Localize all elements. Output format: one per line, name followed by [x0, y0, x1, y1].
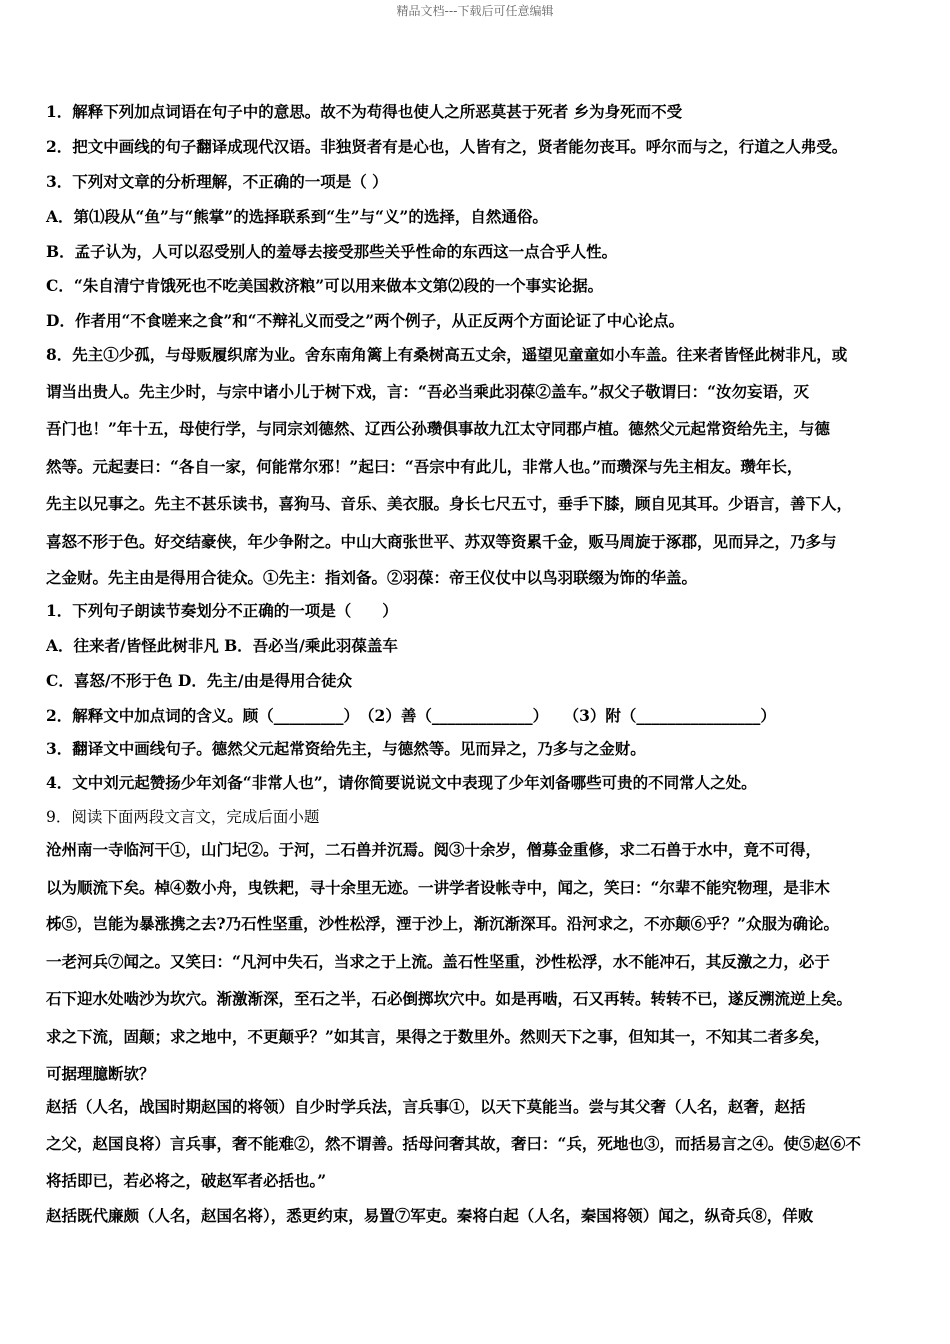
text-line: 之父，赵国良将）言兵事，奢不能难②，然不谓善。括母问奢其故，奢曰：“兵，死地也③，而括易言之④。使⑤赵⑥不	[46, 1134, 861, 1153]
text-line: 4．文中刘元起赞扬少年刘备“非常人也”，请你简要说说文中表现了少年刘备哪些可贵的不同常人之处。	[46, 773, 757, 792]
text-line: 沧州南一寺临河干①，山门圮②。于河，二石兽并沉焉。阅③十余岁，僧募金重修，求二石兽于水中，竟不可得，	[46, 840, 822, 859]
text-line: 3．翻译文中画线句子。德然父元起常资给先主，与德然等。见而异之，乃多与之金财。	[46, 739, 646, 758]
text-line: 一老河兵⑦闻之。又笑曰：“凡河中失石，当求之于上流。盖石性坚重，沙性松浮，水不能冲石，其反激之力，必于	[46, 952, 830, 971]
text-line: A．往来者/皆怪此树非凡 B．吾必当/乘此羽葆盖车	[46, 636, 398, 655]
text-line: C．“朱自清宁肯饿死也不吃美国救济粮”可以用来做本文第⑵段的一个事实论据。	[46, 276, 604, 295]
text-line: A．第⑴段从“鱼”与“熊掌”的选择联系到“生”与“义”的选择，自然通俗。	[46, 207, 548, 226]
text-line: 石下迎水处啮沙为坎穴。渐激渐深，至石之半，石必倒掷坎穴中。如是再啮，石又再转。转转不已，遂反溯流逆上矣。	[46, 989, 853, 1008]
text-line: B．孟子认为，人可以忍受别人的羞辱去接受那些关乎性命的东西这一点合乎人性。	[46, 242, 618, 261]
text-line: 赵括（人名，战国时期赵国的将领）自少时学兵法，言兵事①，以天下莫能当。尝与其父奢（人名，赵奢，赵括	[46, 1097, 806, 1116]
text-line: D．作者用“不食嗟来之食”和“不辩礼义而受之”两个例子，从正反两个方面论证了中心论点。	[46, 311, 685, 330]
text-line: 吾门也！”年十五，母使行学，与同宗刘德然、辽西公孙瓒俱事故九江太守同郡卢植。德然父元起常资给先主，与德	[46, 419, 830, 438]
text-line: 然等。元起妻曰：“各自一家，何能常尔邪！”起曰：“吾宗中有此儿，非常人也。”而瓒深与先主相友。瓒年长，	[46, 457, 803, 476]
text-line: 将括即已，若必将之，破赵军者必括也。”	[46, 1171, 327, 1190]
text-line: 先主以兄事之。先主不甚乐读书，喜狗马、音乐、美衣服。身长七尺五寸，垂手下膝，顾自见其耳。少语言，善下人，	[46, 494, 853, 513]
text-line: 8．先主①少孤，与母贩履织席为业。舍东南角篱上有桑树高五丈余，遥望见童童如小车盖。往来者皆怪此树非凡，或	[46, 345, 848, 364]
text-line: 喜怒不形于色。好交结豪侠，年少争附之。中山大商张世平、苏双等资累千金，贩马周旋于涿郡，见而异之，乃多与	[46, 532, 837, 551]
text-line: 以为顺流下矣。棹④数小舟，曳铁耙，寻十余里无迹。一讲学者设帐寺中，闻之，笑曰：“尔辈不能究物理，是非木	[46, 878, 830, 897]
text-line: 求之下流，固颠；求之地中，不更颠乎？”如其言，果得之于数里外。然则天下之事，但知其一，不知其二者多矣，	[46, 1027, 830, 1046]
text-line: 1．下列句子朗读节奏划分不正确的一项是（ ）	[46, 601, 398, 620]
text-line: 3．下列对文章的分析理解，不正确的一项是（ ）	[46, 172, 388, 191]
text-line: C．喜怒/不形于色 D．先主/由是得用合徒众	[46, 671, 352, 690]
text-line: 2．解释文中加点词的含义。顾（_________） （2）善（_____________） （3）附（________________）	[46, 706, 776, 725]
text-line: 赵括既代廉颇（人名，赵国名将），悉更约束，易置⑦军吏。秦将白起（人名，秦国将领）闻之，纵奇兵⑧，佯败	[46, 1206, 814, 1225]
text-line: 谓当出贵人。先主少时，与宗中诸小儿于树下戏，言：“吾必当乘此羽葆②盖车。”叔父子敬谓曰：“汝勿妄语，灭	[46, 382, 810, 401]
text-line: 柹⑤，岂能为暴涨携之去?乃石性坚重，沙性松浮，湮于沙上，渐沉渐深耳。沿河求之，不亦颠⑥乎？”众服为确论。	[46, 914, 840, 933]
page-header: 精品文档---下载后可任意编辑	[396, 4, 554, 18]
text-line: 2．把文中画线的句子翻译成现代汉语。非独贤者有是心也，人皆有之，贤者能勿丧耳。呼尔而与之，行道之人弗受。	[46, 137, 848, 156]
text-line: 9．阅读下面两段文言文，完成后面小题	[46, 808, 320, 826]
text-line: 1．解释下列加点词语在句子中的意思。故不为苟得也使人之所恶莫甚于死者 乡为身死而不受	[46, 102, 683, 121]
text-line: 之金财。先主由是得用合徒众。①先主：指刘备。②羽葆：帝王仪仗中以鸟羽联缀为饰的华盖。	[46, 568, 698, 587]
text-line: 可据理臆断欤？	[46, 1064, 155, 1083]
